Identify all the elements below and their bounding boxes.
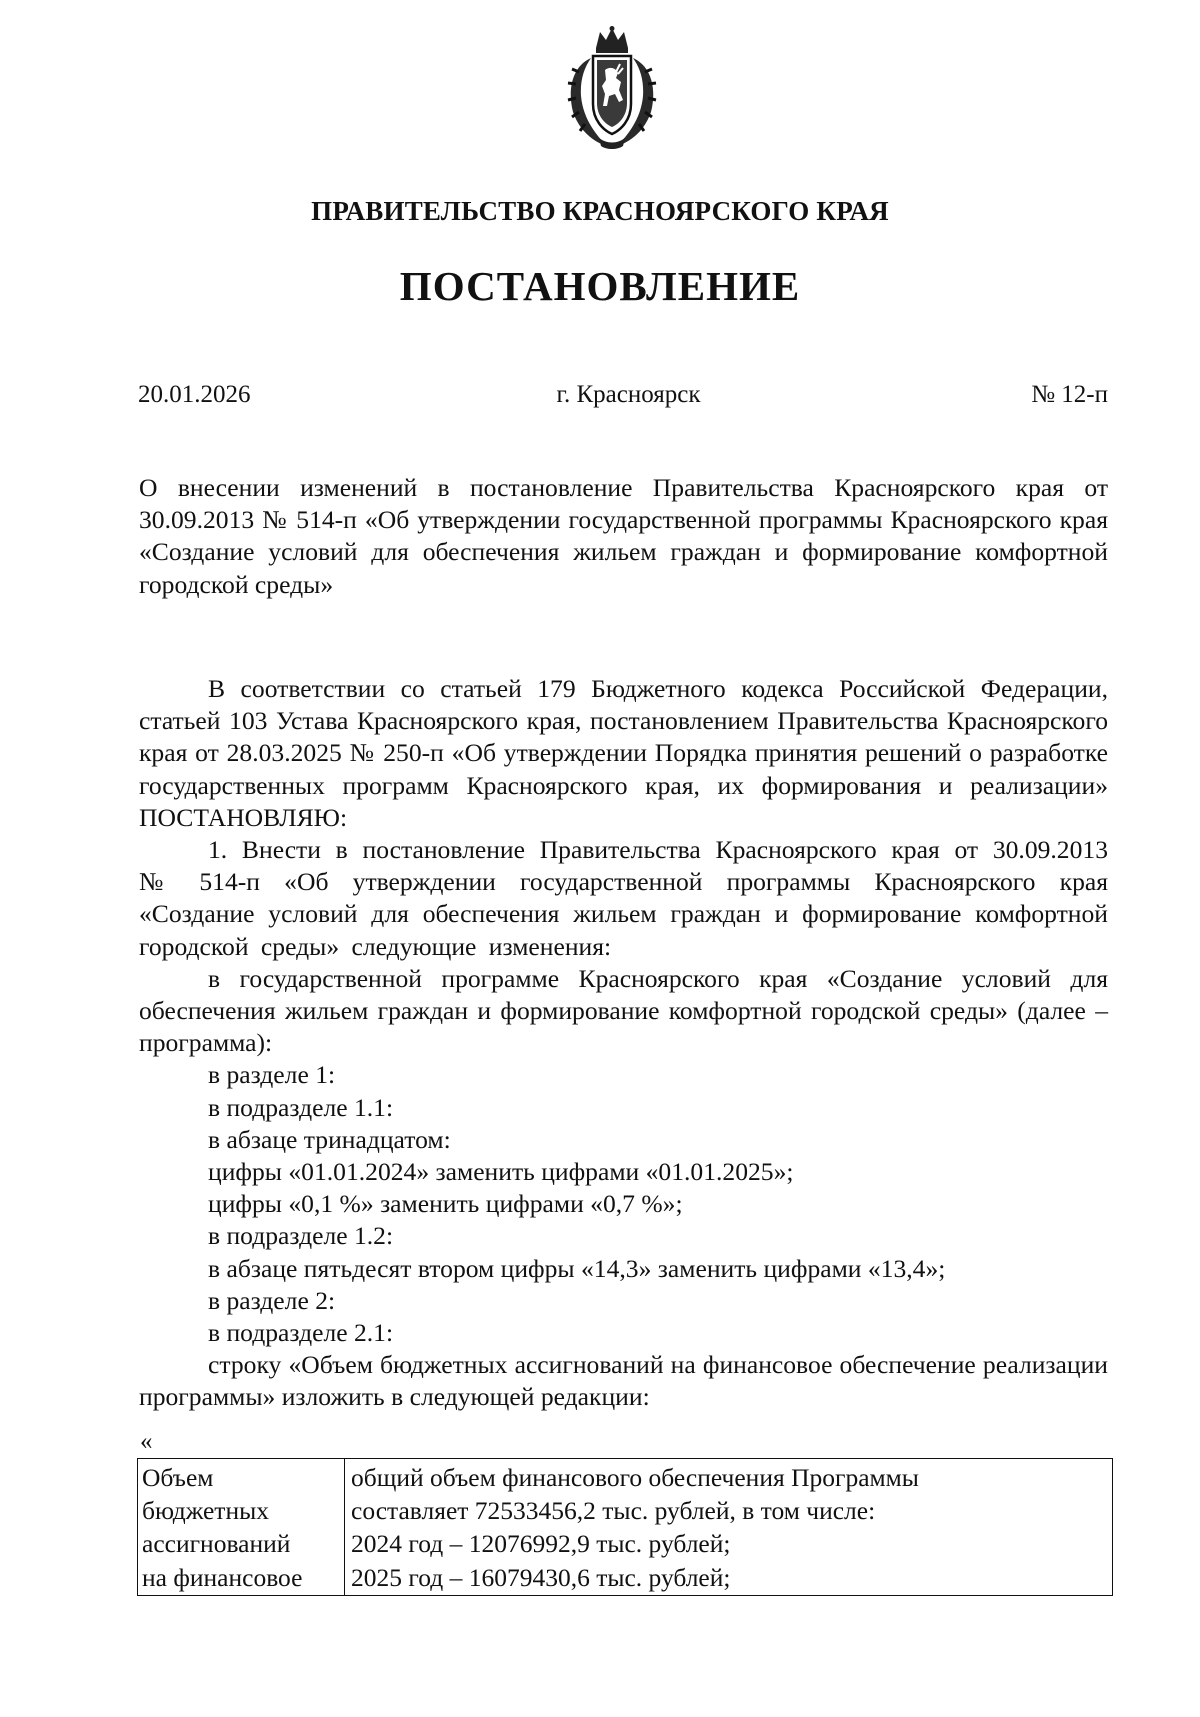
- program-intro-paragraph: в государственной программе Красноярского края «Создание условий для обеспечения жильем граждан и формирование комфортной городской среды» (далее – программа):: [139, 963, 1108, 1058]
- subsection-2-1-line: в подразделе 2.1:: [208, 1318, 394, 1348]
- value-line: общий объем финансового обеспечения Программы: [351, 1463, 919, 1492]
- value-line: 2024 год – 12076992,9 тыс. рублей;: [351, 1529, 731, 1559]
- subsection-1-1-line: в подразделе 1.1:: [208, 1092, 394, 1122]
- document-city: г. Красноярск: [556, 381, 701, 408]
- subsection-1-2-line: в подразделе 1.2:: [208, 1221, 394, 1251]
- budget-table: [137, 1458, 1113, 1596]
- row-intro-paragraph: строку «Объем бюджетных ассигнований на финансовое обеспечение реализации программы» изложить в следующей редакции:: [139, 1350, 1108, 1412]
- document-subject: [139, 472, 1108, 601]
- document-date: 20.01.2026: [138, 381, 251, 408]
- paragraph-13-line: в абзаце тринадцатом:: [208, 1124, 451, 1154]
- table-row: [138, 1459, 1113, 1596]
- table-cell-value: [345, 1459, 1113, 1596]
- replacement-3-line: в абзаце пятьдесят втором цифры «14,3» заменить цифрами «13,4»;: [208, 1253, 946, 1283]
- section-1-line: в разделе 1:: [208, 1060, 336, 1090]
- label-line: на финансовое: [142, 1562, 303, 1592]
- table-cell-label: [138, 1459, 345, 1596]
- coat-of-arms-emblem: [563, 26, 661, 154]
- organization-title: ПРАВИТЕЛЬСТВО КРАСНОЯРСКОГО КРАЯ: [311, 196, 889, 226]
- section-2-line: в разделе 2:: [208, 1285, 336, 1315]
- item-1-paragraph: 1. Внести в постановление Правительства Красноярского края от 30.09.2013 № 514-п «Об утверждении государственной программы Красноярского края «Создание условий для обеспечения жильем граждан и формирование комфортной городской среды» следующие изменения:: [139, 835, 1108, 961]
- document-number: № 12-п: [1031, 381, 1108, 408]
- preamble-paragraph: В соответствии со статьей 179 Бюджетного кодекса Российской Федерации, статьей 103 Устава Красноярского края, постановлением Правительства Красноярского края от 28.03.2025 № 250-п «Об утверждении Порядка принятия решений о разработке государственных программ Красноярского края, их формирования и реализации» ПОСТАНОВЛЯЮ:: [139, 674, 1108, 832]
- value-line: 2025 год – 16079430,6 тыс. рублей;: [351, 1562, 731, 1592]
- replacement-1-line: цифры «01.01.2024» заменить цифрами «01.01.2025»;: [208, 1157, 794, 1187]
- replacement-2-line: цифры «0,1 %» заменить цифрами «0,7 %»;: [208, 1189, 683, 1219]
- subject-text: О внесении изменений в постановление Правительства Красноярского края от 30.09.2013 № 514-п «Об утверждении государственной программы Красноярского края «Создание условий для обеспечения жильем граждан и формирование комфортной городской среды»: [139, 473, 1108, 599]
- document-type-heading: ПОСТАНОВЛЕНИЕ: [399, 263, 801, 309]
- label-line: ассигнований: [142, 1529, 291, 1559]
- label-line: бюджетных: [142, 1496, 269, 1526]
- opening-quote-mark: «: [140, 1428, 153, 1455]
- label-line: Объем: [142, 1463, 214, 1492]
- value-line: составляет 72533456,2 тыс. рублей, в том числе:: [351, 1496, 876, 1526]
- document-body: [139, 673, 1108, 1414]
